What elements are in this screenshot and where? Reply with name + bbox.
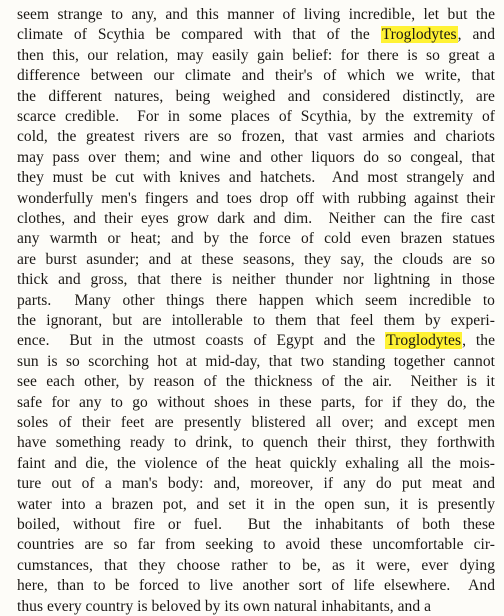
text-segment: safe for any to go without shoes in these parts, for if they do, the — [17, 393, 495, 411]
text-segment: sun is so scorching hot at mid-day, that two standing together cannot — [17, 352, 495, 370]
text-segment: the different natures, being weighed and considered distinctly, are — [17, 87, 495, 105]
text-segment: they must be cut with knives and hatchets. And most strangely and — [17, 169, 495, 187]
text-segment: thick and gross, that there is neither thunder nor lightning in those — [17, 271, 495, 289]
text-segment: ture out of a man's body: and, moreover, if any do put meat and — [17, 475, 495, 493]
text-segment: cold, the greatest rivers are so frozen, that vast armies and chariots — [17, 128, 495, 146]
text-segment: here, than to be forced to live another sort of life elsewhere. And — [17, 577, 495, 595]
text-segment: countries are so far from seeking to avoid these uncomfortable cir- — [17, 536, 495, 554]
text-segment: clothes, and their eyes grow dark and dim. Neither can the fire cast — [17, 210, 495, 227]
text-segment: have something ready to drink, to quench their thirst, they forthwith — [17, 434, 495, 452]
text-segment: difference between our climate and their's of which we write, that — [17, 67, 495, 85]
highlighted-term: Troglodytes — [386, 332, 462, 350]
text-segment: scarce credible. For in some places of Scythia, by the extremity of — [17, 108, 495, 125]
text-segment: soles of their feet are presently blistered all over; and except men — [17, 414, 495, 431]
text-segment: boiled, without fire or fuel. But the inhabitants of both these — [17, 516, 495, 533]
text-segment: see each other, by reason of the thickness of the air. Neither is it — [17, 373, 495, 391]
text-segment: , the — [462, 332, 496, 350]
text-segment: seem strange to any, and this manner of living incredible, let but the — [17, 6, 495, 23]
text-segment: then this, our relation, may easily gain belief: for there is so great a — [17, 46, 495, 64]
text-segment: climate of Scythia be compared with that of the — [17, 26, 381, 44]
text-segment: the ignorant, but are intollerable to them that feel them by experi- — [17, 312, 495, 329]
text-line — [17, 595, 495, 616]
text-segment: faint and die, the violence of the heat quickly exhaling all the mois- — [17, 454, 495, 472]
text-segment: water into a brazen pot, and set it in the open sun, it is presently — [17, 495, 495, 513]
highlighted-term: Troglodytes — [381, 26, 457, 44]
text-segment: are burst asunder; and at these seasons, they say, the clouds are so — [17, 250, 495, 268]
text-segment: cumstances, that they choose rather to be, as it were, ever dying — [17, 556, 495, 574]
text-segment: wonderfully men's fingers and toes drop off with rubbing against their — [17, 189, 495, 207]
text-segment: , and — [457, 26, 495, 44]
text-segment: ence. But in the utmost coasts of Egypt and the — [17, 332, 386, 350]
text-segment: any warmth or heat; and by the force of cold even brazen statues — [17, 230, 495, 248]
text-segment: parts. Many other things there happen which seem incredible to — [17, 291, 495, 309]
text-segment: may pass over them; and wine and other liquors do so congeal, that — [17, 148, 495, 166]
text-segment: thus every country is beloved by its own natural inhabitants, and a — [17, 597, 432, 615]
